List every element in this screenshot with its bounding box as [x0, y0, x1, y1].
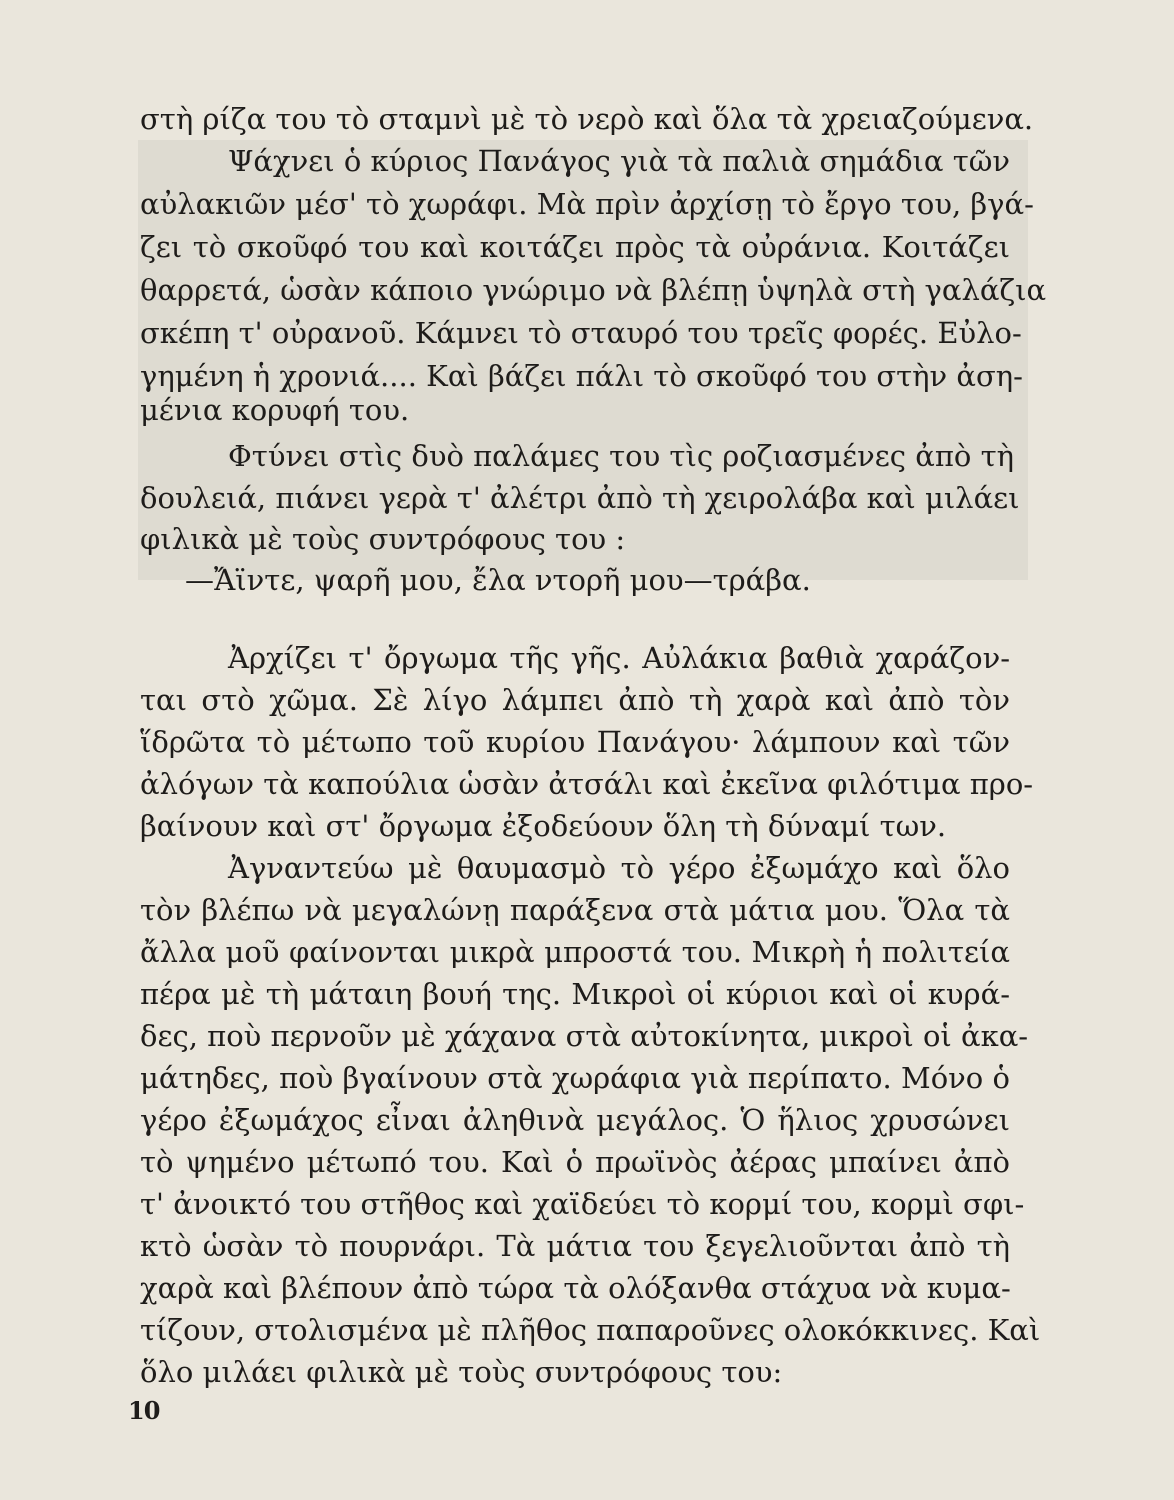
text-line: γημένη ἡ χρονιά.... Καὶ βάζει πάλι τὸ σκοῦφό του στὴν ἀση- [140, 359, 1023, 393]
dialogue-line: —Ἄϊντε, ψαρῆ μου, ἔλα ντορῆ μου—τράβα. [185, 563, 811, 597]
text-line: σκέπη τ' οὐρανοῦ. Κάμνει τὸ σταυρό του τρεῖς φορές. Εὐλο- [140, 316, 1022, 350]
text-line: τὸν βλέπω νὰ μεγαλώνῃ παράξενα στὰ μάτια μου. Ὅλα τὰ [140, 893, 1010, 927]
text-line: μένια κορυφή του. [140, 393, 410, 427]
text-line: Ψάχνει ὁ κύριος Πανάγος γιὰ τὰ παλιὰ σημάδια τῶν [228, 144, 1011, 178]
text-line: θαρρετά, ὡσὰν κάποιο γνώριμο νὰ βλέπῃ ὑψηλὰ στὴ γαλάζια [140, 273, 1047, 307]
text-line: ται στὸ χῶμα. Σὲ λίγο λάμπει ἀπὸ τὴ χαρὰ καὶ ἀπὸ τὸν [140, 683, 1010, 717]
text-line: τὸ ψημένο μέτωπό του. Καὶ ὁ πρωϊνὸς ἀέρας μπαίνει ἀπὸ [140, 1145, 1010, 1179]
text-line: στὴ ρίζα του τὸ σταμνὶ μὲ τὸ νερὸ καὶ ὅλα τὰ χρειαζούμενα. [140, 102, 1034, 136]
text-line: Ἀρχίζει τ' ὄργωμα τῆς γῆς. Αὐλάκια βαθιὰ χαράζον- [228, 641, 1010, 675]
text-line: δουλειά, πιάνει γερὰ τ' ἀλέτρι ἀπὸ τὴ χειρολάβα καὶ μιλάει [140, 481, 1020, 515]
text-line: Φτύνει στὶς δυὸ παλάμες του τὶς ροζιασμένες ἀπὸ τὴ [228, 439, 1014, 473]
text-line: τίζουν, στολισμένα μὲ πλῆθος παπαροῦνες ολοκόκκινες. Καὶ [140, 1313, 1041, 1347]
text-line: ὅλο μιλάει φιλικὰ μὲ τοὺς συντρόφους του: [140, 1355, 783, 1389]
page-number: 10 [128, 1396, 160, 1425]
text-line: φιλικὰ μὲ τοὺς συντρόφους του : [140, 522, 626, 556]
text-line: δες, ποὺ περνοῦν μὲ χάχανα στὰ αὐτοκίνητα, μικροὶ οἱ ἀκα- [140, 1019, 1029, 1053]
text-line: Ἀγναντεύω μὲ θαυμασμὸ τὸ γέρο ἐξωμάχο καὶ ὅλο [228, 851, 1010, 885]
text-line: ἄλλα μοῦ φαίνονται μικρὰ μπροστά του. Μικρὴ ἡ πολιτεία [140, 935, 1010, 969]
text-line: γέρο ἐξωμάχος εἶναι ἀληθινὰ μεγάλος. Ὁ ἥλιος χρυσώνει [140, 1103, 1010, 1137]
text-line: ἀλόγων τὰ καπούλια ὡσὰν ἀτσάλι καὶ ἐκεῖνα φιλότιμα προ- [140, 767, 1034, 801]
text-line: κτὸ ὡσὰν τὸ πουρνάρι. Τὰ μάτια του ξεγελιοῦνται ἀπὸ τὴ [140, 1229, 1010, 1263]
text-line: ζει τὸ σκοῦφό του καὶ κοιτάζει πρὸς τὰ οὐράνια. Κοιτάζει [140, 230, 1010, 264]
text-line: χαρὰ καὶ βλέπουν ἀπὸ τώρα τὰ ολόξανθα στάχυα νὰ κυμα- [140, 1271, 1011, 1305]
text-line: ἵδρῶτα τὸ μέτωπο τοῦ κυρίου Πανάγου· λάμπουν καὶ τῶν [140, 725, 1010, 759]
text-line: βαίνουν καὶ στ' ὄργωμα ἐξοδεύουν ὅλη τὴ δύναμί των. [140, 809, 947, 843]
text-line: αὐλακιῶν μέσ' τὸ χωράφι. Μὰ πρὶν ἀρχίσῃ τὸ ἔργο του, βγά- [140, 187, 1034, 221]
text-line: μάτηδες, ποὺ βγαίνουν στὰ χωράφια γιὰ περίπατο. Μόνο ὁ [140, 1061, 1010, 1095]
text-line: πέρα μὲ τὴ μάταιη βουή της. Μικροὶ οἱ κύριοι καὶ οἱ κυρά- [140, 977, 1010, 1011]
text-line: τ' ἀνοικτό του στῆθος καὶ χαϊδεύει τὸ κορμί του, κορμὶ σφι- [140, 1187, 1025, 1221]
